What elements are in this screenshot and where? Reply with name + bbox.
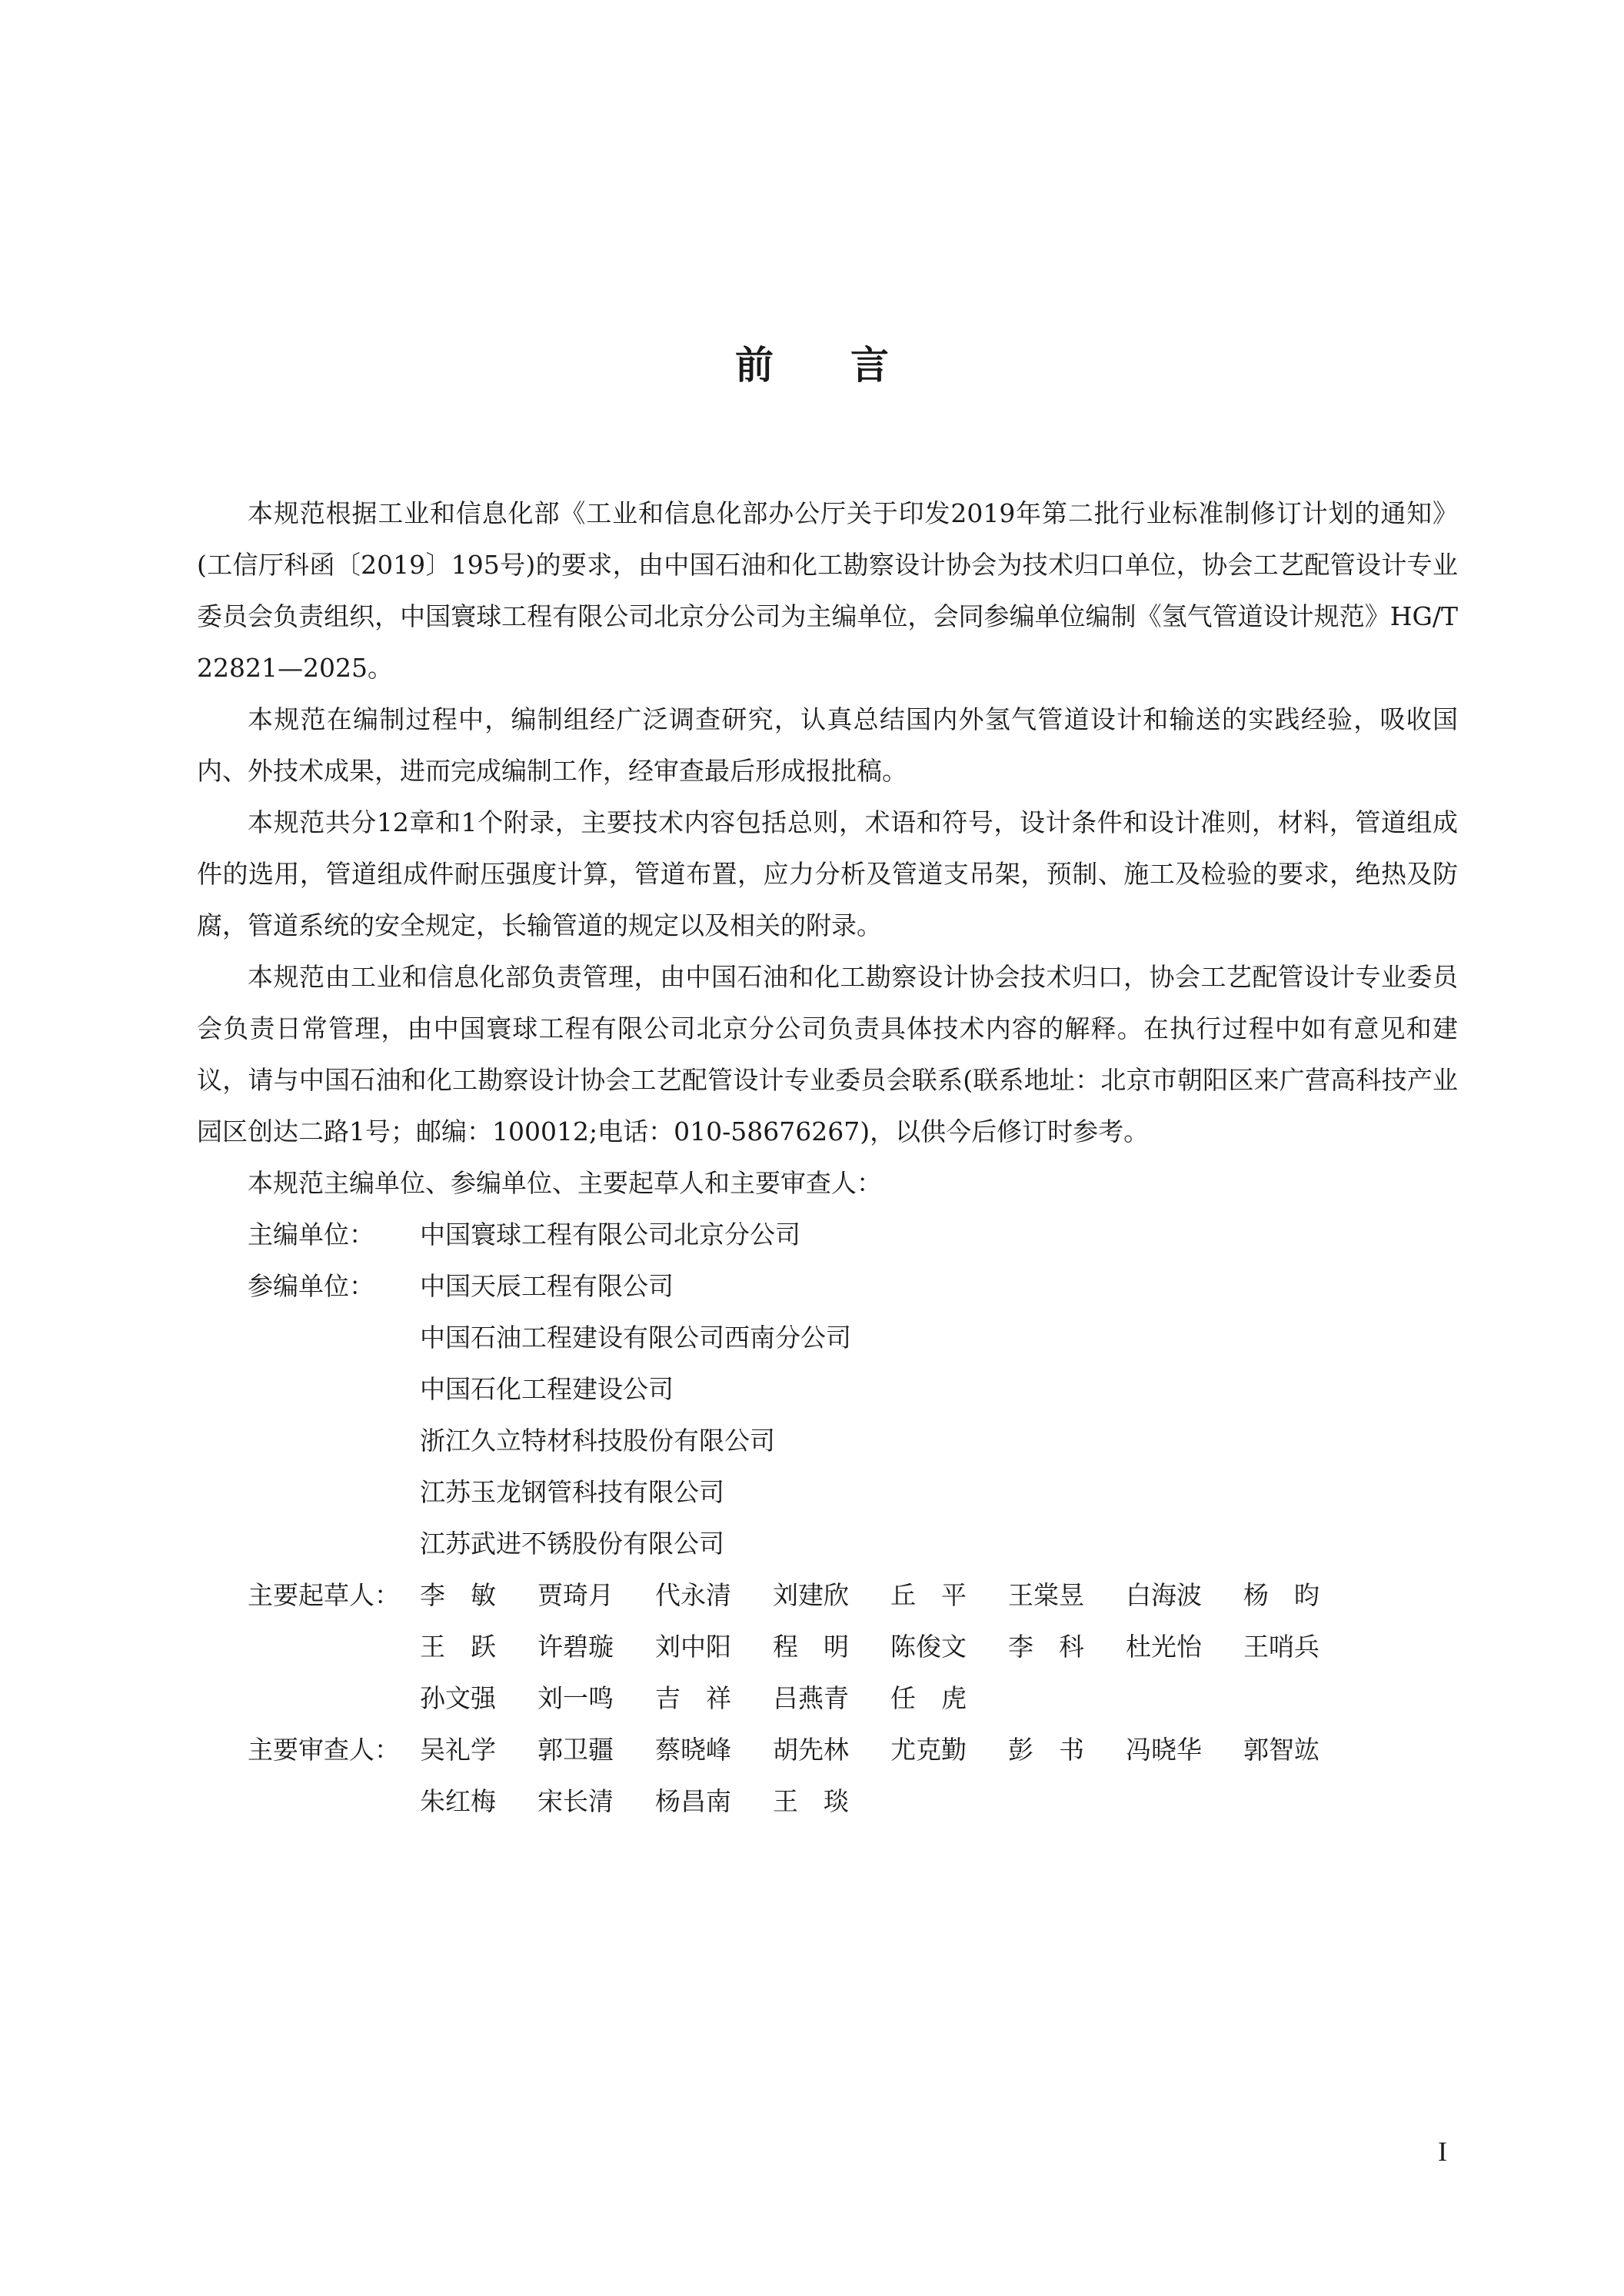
drafter-name: 吕燕青 [773, 1683, 849, 1713]
participating-unit-line [197, 1260, 1458, 1312]
paragraph-units-intro: 本规范主编单位、参编单位、主要起草人和主要审查人： [248, 1168, 882, 1198]
reviewer-name: 尤克勤 [890, 1735, 967, 1765]
drafters-label: 主要起草人： [248, 1580, 400, 1610]
paragraph-contents: 本规范共分12章和1个附录，主要技术内容包括总则，术语和符号，设计条件和设计准则，材料，管道组成件的选用，管道组成件耐压强度计算，管道布置，应力分析及管道支吊架，预制、施工及检验的要求，绝热及防腐，管道系统的安全规定，长输管道的规定以及相关的附录。 [197, 807, 1458, 940]
foreword-body [197, 487, 1483, 1827]
reviewer-name: 冯晓华 [1126, 1735, 1202, 1765]
drafter-name: 丘 平 [890, 1580, 967, 1610]
drafters-row [197, 1621, 1458, 1672]
drafter-name: 贾琦月 [537, 1580, 614, 1610]
reviewer-name: 杨昌南 [655, 1786, 731, 1816]
reviewer-name: 朱红梅 [420, 1786, 496, 1816]
participating-unit: 江苏武进不锈股份有限公司 [420, 1529, 724, 1559]
drafter-name: 白海波 [1126, 1580, 1202, 1610]
drafters-row [197, 1672, 1458, 1724]
reviewer-name: 彭 书 [1008, 1735, 1084, 1765]
participating-unit-line [197, 1312, 1458, 1363]
chief-editor-line [197, 1209, 1458, 1260]
reviewers-label: 主要审查人： [248, 1735, 400, 1765]
participating-unit: 江苏玉龙钢管科技有限公司 [420, 1477, 724, 1507]
reviewer-name: 王 琰 [773, 1786, 849, 1816]
participating-units-label: 参编单位： [248, 1271, 374, 1301]
drafter-name: 代永清 [655, 1580, 731, 1610]
drafter-name: 刘建欣 [773, 1580, 849, 1610]
participating-unit-line [197, 1363, 1458, 1415]
reviewer-name: 宋长清 [537, 1786, 614, 1816]
drafter-name: 吉 祥 [655, 1683, 731, 1713]
drafter-name: 刘中阳 [655, 1632, 731, 1662]
paragraph-process: 本规范在编制过程中，编制组经广泛调查研究，认真总结国内外氢气管道设计和输送的实践经验，吸收国内、外技术成果，进而完成编制工作，经审查最后形成报批稿。 [197, 704, 1458, 786]
drafter-name: 王棠昱 [1008, 1580, 1084, 1610]
drafter-name: 任 虎 [890, 1683, 967, 1713]
participating-unit-line [197, 1415, 1458, 1466]
chief-editor-value: 中国寰球工程有限公司北京分公司 [420, 1220, 800, 1249]
participating-unit: 中国天辰工程有限公司 [420, 1271, 674, 1301]
drafter-name: 杨 昀 [1243, 1580, 1320, 1610]
reviewer-name: 蔡晓峰 [655, 1735, 731, 1765]
reviewers-row [197, 1724, 1458, 1775]
drafter-name: 刘一鸣 [537, 1683, 614, 1713]
chief-editor-label: 主编单位： [248, 1220, 374, 1249]
reviewer-name: 胡先林 [773, 1735, 849, 1765]
drafter-name: 许碧璇 [537, 1632, 614, 1662]
reviewer-name: 郭智竑 [1243, 1735, 1320, 1765]
drafter-name: 王 跃 [420, 1632, 496, 1662]
drafter-name: 王哨兵 [1243, 1632, 1320, 1662]
reviewer-name: 郭卫疆 [537, 1735, 614, 1765]
participating-unit: 中国石化工程建设公司 [420, 1374, 674, 1404]
participating-unit-line [197, 1466, 1458, 1518]
paragraph-basis: 本规范根据工业和信息化部《工业和信息化部办公厅关于印发2019年第二批行业标准制修订计划的通知》(工信厅科函〔2019〕195号)的要求，由中国石油和化工勘察设计协会为技术归口单位，协会工艺配管设计专业委员会负责组织，中国寰球工程有限公司北京分公司为主编单位，会同参编单位编制《氢气管道设计规范》HG/T 22821—2025。 [197, 498, 1483, 683]
drafter-name: 李 敏 [420, 1580, 496, 1610]
page-number: I [1438, 2136, 1447, 2167]
participating-unit: 中国石油工程建设有限公司西南分公司 [420, 1323, 851, 1353]
drafter-name: 李 科 [1008, 1632, 1084, 1662]
participating-unit: 浙江久立特材科技股份有限公司 [420, 1426, 775, 1456]
page-title: 前言 [735, 343, 966, 388]
drafters-row [197, 1569, 1458, 1621]
drafter-name: 陈俊文 [890, 1632, 967, 1662]
drafter-name: 杜光怡 [1126, 1632, 1202, 1662]
reviewers-row [197, 1775, 1458, 1827]
paragraph-management: 本规范由工业和信息化部负责管理，由中国石油和化工勘察设计协会技术归口，协会工艺配管设计专业委员会负责日常管理，由中国寰球工程有限公司北京分公司负责具体技术内容的解释。在执行过程中如有意见和建议，请与中国石油和化工勘察设计协会工艺配管设计专业委员会联系(联系地址：北京市朝阳区来广营高科技产业园区创达二路1号；邮编：100012;电话：010-58676267)，以供今后修订时参考。 [197, 962, 1458, 1146]
drafter-name: 孙文强 [420, 1683, 496, 1713]
reviewer-name: 吴礼学 [420, 1735, 496, 1765]
participating-unit-line [197, 1518, 1458, 1569]
drafter-name: 程 明 [773, 1632, 849, 1662]
